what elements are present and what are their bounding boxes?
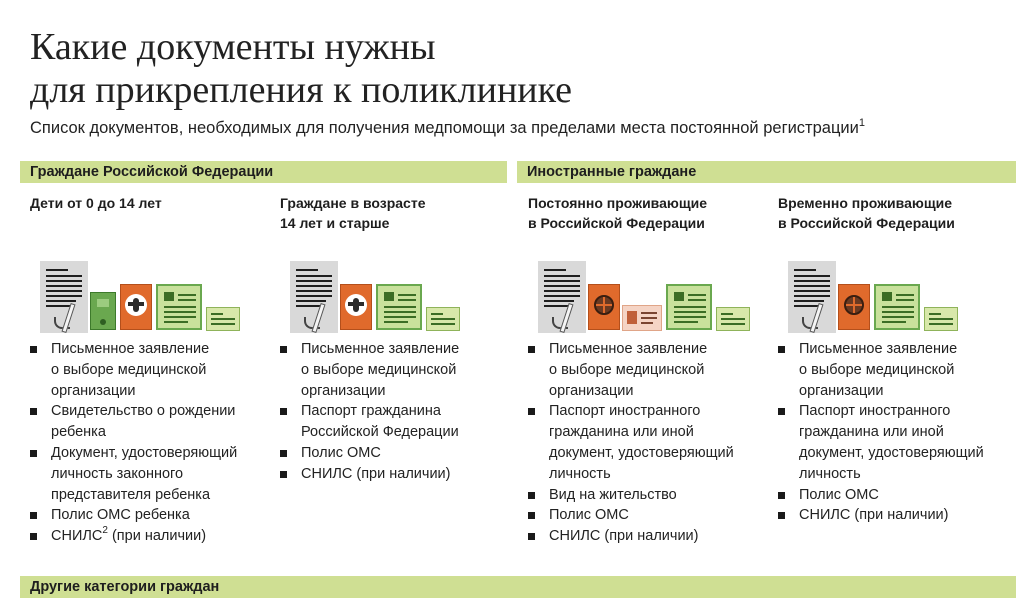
- document-list-children: [30, 339, 270, 547]
- document-icons-adults: [290, 261, 520, 339]
- residence-permit-icon: [622, 305, 662, 331]
- document-list-temporary-residents: [778, 339, 1018, 526]
- group-header-rf-citizens: Граждане Российской Федерации: [20, 161, 507, 183]
- column-children: [30, 193, 270, 547]
- list-item: Свидетельство о рождении ребенка: [30, 401, 270, 443]
- subtitle: [30, 117, 1030, 139]
- column-temporary-residents: [778, 193, 1018, 526]
- rf-passport-icon: [120, 284, 152, 330]
- list-item: Письменное заявление о выборе медицинской организации: [280, 339, 520, 401]
- list-item: Документ, удостоверяющий личность законного представителя ребенка: [30, 443, 270, 505]
- list-item: СНИЛС (при наличии): [528, 526, 768, 547]
- list-item: Письменное заявление о выборе медицинской организации: [778, 339, 1018, 401]
- title-line-2: для прикрепления к поликлинике: [30, 69, 573, 111]
- list-item: Паспорт иностранного гражданина или иной документ, удостоверяющий личность: [528, 401, 768, 484]
- oms-policy-icon: [666, 284, 712, 330]
- application-form-icon: [538, 261, 586, 333]
- document-icons-temporary-residents: [788, 261, 1018, 339]
- foreign-passport-icon: [588, 284, 620, 330]
- list-item: Паспорт иностранного гражданина или иной документ, удостоверяющий личность: [778, 401, 1018, 484]
- column-heading-adults: Граждане в возрасте 14 лет и старше: [280, 195, 426, 231]
- snils-label: СНИЛС: [51, 528, 103, 545]
- page-title: [30, 26, 1010, 112]
- list-item: Вид на жительство: [528, 485, 768, 506]
- list-item: Полис ОМС: [528, 505, 768, 526]
- document-list-adults: [280, 339, 520, 485]
- oms-policy-icon: [874, 284, 920, 330]
- application-form-icon: [40, 261, 88, 333]
- column-heading-children: Дети от 0 до 14 лет: [30, 195, 162, 211]
- column-permanent-residents: [528, 193, 768, 547]
- list-item: [30, 526, 270, 547]
- group-header-foreign-citizens: Иностранные граждане: [517, 161, 1016, 183]
- list-item: Полис ОМС: [778, 485, 1018, 506]
- list-item: Письменное заявление о выборе медицинской организации: [528, 339, 768, 401]
- document-list-permanent-residents: [528, 339, 768, 547]
- snils-card-icon: [716, 307, 750, 331]
- snils-footnote-mark: 2: [102, 525, 108, 537]
- foreign-passport-icon: [838, 284, 870, 330]
- application-form-icon: [290, 261, 338, 333]
- rf-passport-icon: [340, 284, 372, 330]
- group-header-other-categories: Другие категории граждан: [20, 576, 1016, 598]
- column-adults: [280, 193, 520, 485]
- application-form-icon: [788, 261, 836, 333]
- snils-card-icon: [426, 307, 460, 331]
- document-icons-children: [40, 261, 270, 339]
- list-item: Полис ОМС: [280, 443, 520, 464]
- subtitle-footnote-mark: 1: [858, 116, 865, 129]
- oms-policy-icon: [156, 284, 202, 330]
- subtitle-text: Список документов, необходимых для получения медпомощи за пределами места постоянной регистрации: [30, 119, 859, 137]
- list-item: СНИЛС (при наличии): [778, 505, 1018, 526]
- snils-card-icon: [924, 307, 958, 331]
- list-item: Полис ОМС ребенка: [30, 505, 270, 526]
- column-heading-temporary-residents: Временно проживающие в Российской Федерации: [778, 195, 955, 231]
- title-line-1: Какие документы нужны: [30, 26, 436, 68]
- list-item: Письменное заявление о выборе медицинской организации: [30, 339, 270, 401]
- snils-note: (при наличии): [107, 528, 207, 545]
- oms-policy-icon: [376, 284, 422, 330]
- document-icons-permanent-residents: [538, 261, 768, 339]
- birth-certificate-icon: [90, 292, 116, 330]
- snils-card-icon: [206, 307, 240, 331]
- list-item: СНИЛС (при наличии): [280, 464, 520, 485]
- list-item: Паспорт гражданина Российской Федерации: [280, 401, 520, 443]
- column-heading-permanent-residents: Постоянно проживающие в Российской Федерации: [528, 195, 708, 231]
